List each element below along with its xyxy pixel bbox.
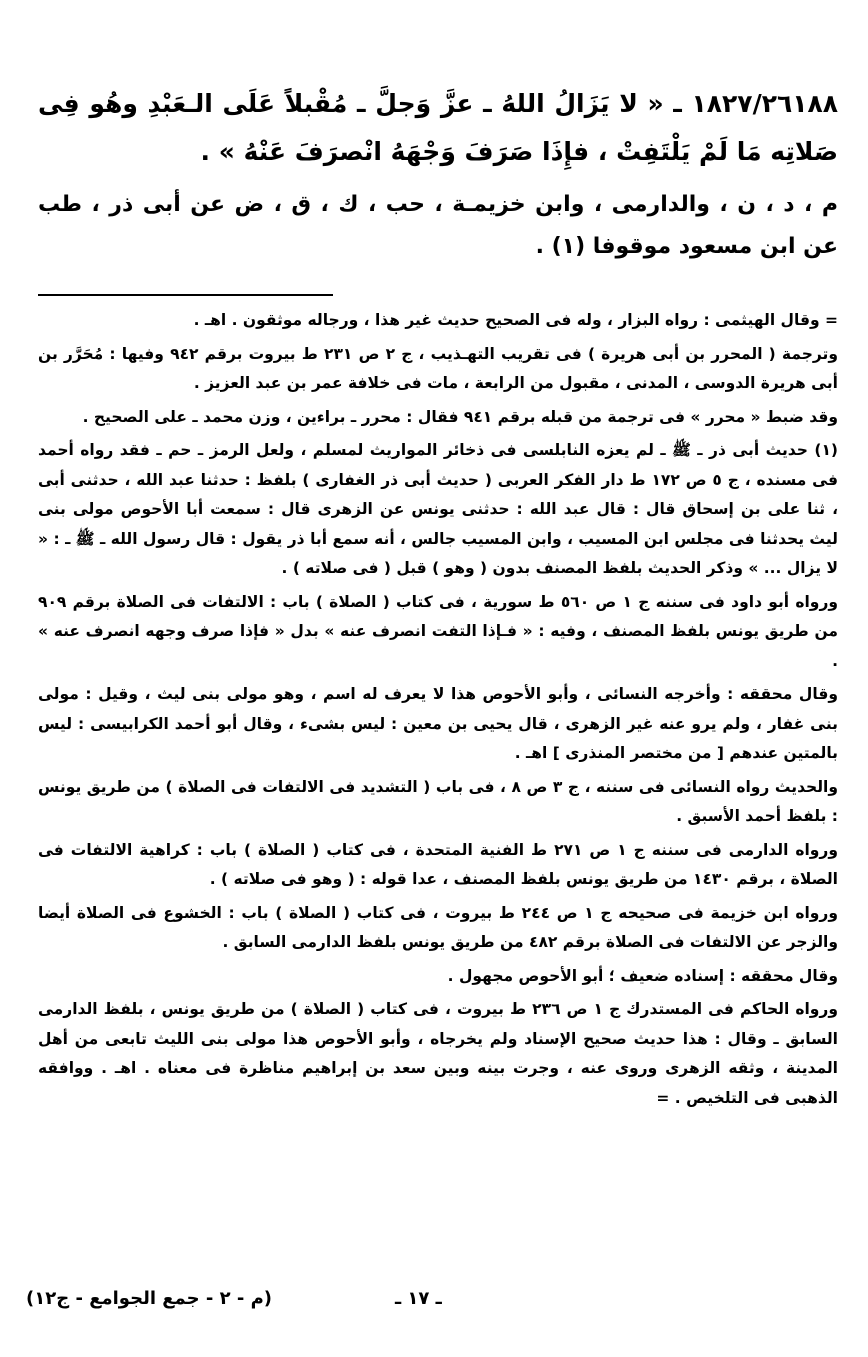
footnotes [38, 306, 838, 1113]
hadith-sources: م ، د ، ن ، والدارمى ، وابن خزيمـة ، حب ، ك ، ق ، ض عن أبى ذر ، طب عن ابن مسعود موقوفا (١) . [38, 192, 838, 259]
footnote-paragraph: وقال محققه : إسناده ضعيف ؛ أبو الأحوص مجهول . [447, 966, 838, 985]
footnote-paragraph: ورواه أبو داود فى سننه ج ١ ص ٥٦٠ ط سورية ، فى كتاب ( الصلاة ) باب : الالتفات فى الصلاة برقم ٩٠٩ من طريق يونس بلفظ المصنف ، وفيه : « فـإذا التفت انصرف عنه » بدل « فإذا صرف وجهه انصرف عنه » . [38, 592, 838, 670]
footnote-paragraph: ورواه ابن خزيمة فى صحيحه ج ١ ص ٢٤٤ ط بيروت ، فى كتاب ( الصلاة ) باب : الخشوع فى الصلاة أيضا والزجر عن الالتفات فى الصلاة برقم ٤٨٢ من طريق يونس بلفظ الدارمى السابق . [38, 903, 838, 951]
footnote-paragraph: والحديث رواه النسائى فى سننه ، ج ٣ ص ٨ ، فى باب ( التشديد فى الالتفات فى الصلاة ) من طريق يونس : بلفظ أحمد الأسبق . [38, 777, 838, 825]
footnote-paragraph: ورواه الدارمى فى سننه ج ١ ص ٢٧١ ط الفنية المتحدة ، فى كتاب ( الصلاة ) باب : كراهية الالتفات فى الصلاة ، برقم ١٤٣٠ من طريق يونس بلفظ المصنف ، عدا قوله : ( وهو فى صلاته ) . [38, 840, 838, 888]
footnote-paragraph: = وقال الهيثمى : رواه البزار ، وله فى الصحيح حديث غير هذا ، ورجاله موثقون . اهـ . [193, 311, 838, 329]
footnote-paragraph: وقال محققه : وأخرجه النسائى ، وأبو الأحوص هذا لا يعرف له اسم ، وهو مولى بنى ليث ، وقيل : مولى بنى غفار ، ولم يرو عنه غير الزهرى ، قال يحيى بن معين : ليس بشىء ، وقال أبو أحمد الكرابيسى : ليس بالمتين عندهم [ من مختصر المنذرى ] اهـ . [38, 685, 838, 762]
footnote-paragraph: وقد ضبط « محرر » فى ترجمة من قبله برقم ٩٤١ فقال : محرر ـ براءين ، وزن محمد ـ على الصحيح . [82, 407, 838, 426]
footnote-paragraph: ورواه الحاكم فى المستدرك ج ١ ص ٢٣٦ ط بيروت ، فى كتاب ( الصلاة ) من طريق يونس ، بلفظ الدارمى السابق ـ وقال : هذا حديث صحيح الإسناد ولم يخرجاه ، وأبو الأحوص هذا مولى بنى الليث تابعى من أهل المدينة ، وثقه الزهرى وروى عنه ، وجرت بينه وبين سعد بن إبراهيم مناظرة فى معناه . اهـ . ووافقه الذهبى فى التلخيص . = [38, 1000, 838, 1107]
main-content [38, 80, 838, 1117]
footnote-paragraph: (١) حديث أبى ذر ـ ﷺ ـ لم يعزه النابلسى فى ذخائر المواريث لمسلم ، ولعل الرمز ـ حم ـ فقد رواه أحمد فى مسنده ، ج ٥ ص ١٧٢ ط دار الفكر العربى ( حديث أبى ذر الغفارى ) بلفظ : حدثنا عبد الله ، حدثنى أبى ، ثنا على بن إسحاق قال : قال عبد الله : حدثنى يونس عن الزهرى قال : سمعت أبا الأحوص مولى بنى ليث يحدثنا فى مجلس ابن المسيب ، وابن المسيب جالس ، أنه سمع أبا ذر يقول : قال رسول الله ـ ﷺ ـ : « لا يزال ... » وذكر الحديث بلفظ المصنف بدون ( وهو ) قبل ( فى صلاته ) . [38, 441, 839, 577]
hadith-text: ١٨٢٧/٢٦١٨٨ ـ « لا يَزَالُ اللهُ ـ عزَّ وَجلَّ ـ مُقْبلاً عَلَى الـعَبْدِ وهُو فِى صَلاتِه مَا لَمْ يَلْتَفِتْ ، فإِذَا صَرَفَ وَجْهَهُ انْصرَفَ عَنْهُ » . [38, 89, 838, 166]
volume-reference: (م - ٢ - جمع الجوامع - ج١٢) [26, 1288, 273, 1309]
page-number: ـ ١٧ ـ [395, 1288, 442, 1309]
footnote-separator [38, 294, 333, 296]
footnote-paragraph: وترجمة ( المحرر بن أبى هريرة ) فى تقريب التهـذيب ، ج ٢ ص ٢٣١ ط بيروت برقم ٩٤٢ وفيها : مُحَرَّر بن أبى هريرة الدوسى ، المدنى ، مقبول من الرابعة ، مات فى خلافة عمر بن عبد العزيز . [38, 344, 838, 392]
